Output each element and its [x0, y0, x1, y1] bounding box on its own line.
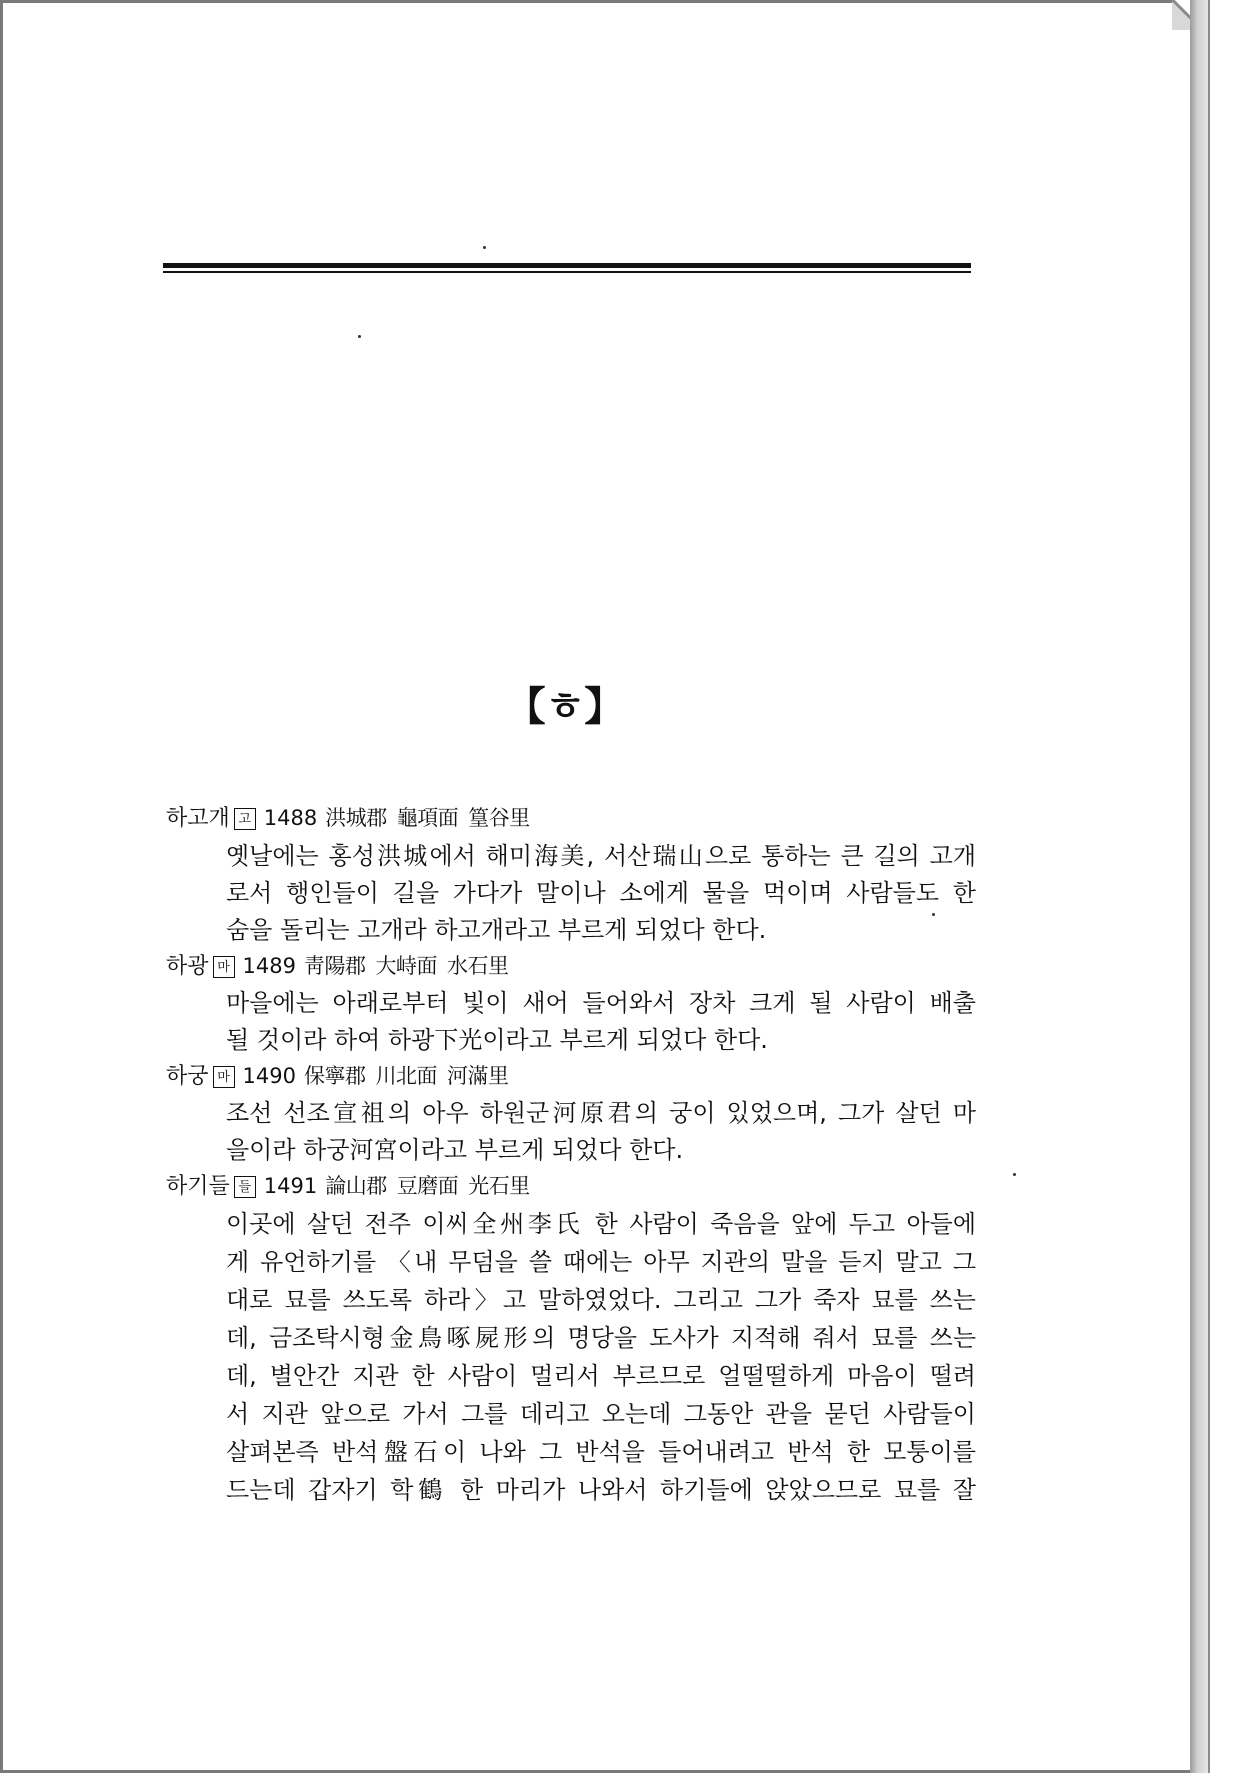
scan-speck	[358, 335, 361, 338]
entry-name: 하궁	[166, 1064, 209, 1089]
entry-badge: 들	[234, 1176, 256, 1198]
entry-text-line: 숨을 돌리는 고개라 하고개라고 부르게 되었다 한다.	[226, 916, 767, 944]
page-border	[0, 0, 1190, 3]
scan-speck	[483, 246, 486, 249]
entry-badge: 고	[234, 808, 256, 830]
entry-heading	[166, 1170, 540, 1203]
entry-badge: 마	[213, 1066, 235, 1088]
entry-village: 光石里	[468, 1174, 530, 1198]
entry-text-line: 이곳에 살던 전주 이씨全州李氏 한 사람이 죽음을 앞에 두고 아들에	[226, 1210, 976, 1238]
entry-text-line: 데, 금조탁시형金鳥啄屍形의 명당을 도사가 지적해 줘서 묘를 쓰는	[226, 1324, 976, 1352]
entry-name: 하기들	[166, 1174, 230, 1199]
entry-number: 1489	[242, 954, 296, 978]
entry-county: 洪城郡	[325, 806, 387, 830]
entry-village: 河滿里	[446, 1064, 509, 1088]
entry-text-line: 데, 별안간 지관 한 사람이 멀리서 부르므로 얼떨떨하게 마음이 떨려	[226, 1362, 976, 1390]
entry-township: 大峙面	[375, 954, 437, 978]
entry-text-line: 옛날에는 홍성洪城에서 해미海美, 서산瑞山으로 통하는 큰 길의 고개	[226, 842, 976, 870]
entry-text-line: 게 유언하기를 〈내 무덤을 쓸 때에는 아무 지관의 말을 듣지 말고 그	[226, 1248, 976, 1276]
entry-text-line: 대로 묘를 쓰도록 하라〉고 말하였었다. 그리고 그가 죽자 묘를 쓰는	[226, 1286, 976, 1314]
entry-text-line: 서 지관 앞으로 가서 그를 데리고 오는데 그동안 관을 묻던 사람들이	[226, 1400, 976, 1428]
entry-text-line: 조선 선조宣祖의 아우 하원군河原君의 궁이 있었으며, 그가 살던 마	[226, 1099, 976, 1127]
entry-number: 1488	[263, 806, 318, 830]
header-rule-thick	[163, 263, 971, 268]
section-heading: 【ㅎ】	[505, 684, 625, 730]
entry-township: 豆磨面	[396, 1174, 459, 1198]
page-stack-edge	[1190, 0, 1208, 1773]
page-stack-edge-line	[1208, 0, 1210, 1773]
entry-text-line: 마을에는 아래로부터 빛이 새어 들어와서 장차 크게 될 사람이 배출	[226, 989, 976, 1017]
entry-text-line: 살펴본즉 반석盤石이 나와 그 반석을 들어내려고 반석 한 모퉁이를	[226, 1438, 976, 1466]
entry-number: 1491	[263, 1174, 318, 1198]
entry-village: 水石里	[446, 954, 509, 978]
entry-heading	[166, 950, 518, 983]
entry-badge: 마	[213, 956, 235, 978]
entry-text-line: 을이라 하궁河宮이라고 부르게 되었다 한다.	[226, 1136, 684, 1164]
page-border	[0, 0, 3, 1773]
entry-heading	[166, 1060, 518, 1093]
entry-county: 保寧郡	[303, 1064, 366, 1088]
entry-county: 論山郡	[325, 1174, 387, 1198]
entry-text-line: 로서 행인들이 길을 가다가 말이나 소에게 물을 먹이며 사람들도 한	[226, 879, 976, 907]
entry-heading	[166, 802, 540, 835]
scan-speck	[1013, 1173, 1016, 1176]
entry-number: 1490	[242, 1064, 296, 1088]
entry-township: 川北面	[375, 1064, 437, 1088]
entry-village: 篁谷里	[468, 806, 530, 830]
entry-text-line: 드는데 갑자기 학鶴 한 마리가 나와서 하기들에 앉았으므로 묘를 잘	[226, 1476, 976, 1504]
entry-text-line: 될 것이라 하여 하광下光이라고 부르게 되었다 한다.	[226, 1026, 768, 1054]
entry-township: 龜項面	[396, 806, 459, 830]
header-rule-thin	[163, 271, 971, 273]
entry-county: 靑陽郡	[303, 954, 366, 978]
entry-name: 하고개	[166, 806, 230, 831]
entry-name: 하광	[166, 954, 209, 979]
